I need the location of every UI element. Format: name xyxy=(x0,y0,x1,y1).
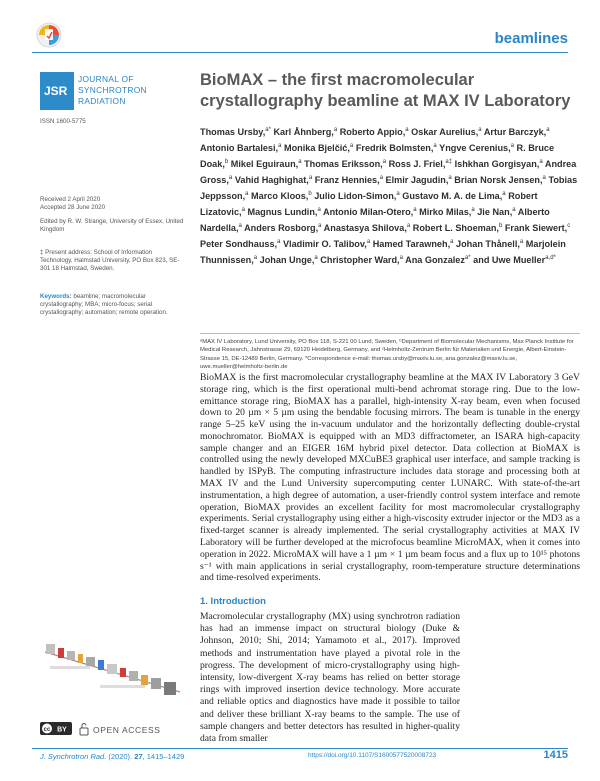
author-affiliation-marker: a* xyxy=(265,127,271,133)
author-affiliation-marker: a xyxy=(277,238,281,245)
author-affiliation-marker: a xyxy=(478,127,482,133)
author-affiliation-marker: a xyxy=(298,158,302,165)
author-name: Robert Lizatovic,$^a$ xyxy=(200,190,538,217)
author-name: Monika Bjelčić,$^a$ xyxy=(283,142,354,153)
author-name: Oskar Aurelius,$^a$ xyxy=(411,127,482,138)
author-name: Brian Norsk Jensen,$^a$ xyxy=(454,174,546,185)
author-name: Mirko Milas,$^a$ xyxy=(419,206,475,217)
author-name: Anastasya Shilova,$^a$ xyxy=(323,222,411,233)
author-affiliation-marker: a xyxy=(317,206,321,213)
author-affiliation-marker: b xyxy=(308,190,312,197)
author-name: Vahid Haghighat,$^a$ xyxy=(234,174,313,185)
author-affiliation-marker: a xyxy=(379,174,383,181)
author-name: Frank Siewert,$^c$ xyxy=(504,222,571,233)
author-name: R. Bruce Doak,$^b$ xyxy=(200,143,555,169)
author-name: Alberto Nardella,$^a$ xyxy=(200,206,550,233)
author-name: Magnus Lundin,$^a$ xyxy=(247,206,321,217)
author-affiliation-marker: a xyxy=(396,190,400,197)
keywords xyxy=(40,293,185,318)
author-name: Roberto Appio,$^a$ xyxy=(339,127,409,138)
article-title: BioMAX – the first macromolecular crystallography beamline at MAX IV Laboratory xyxy=(200,71,571,110)
journal-name-line: SYNCHROTRON xyxy=(78,85,147,95)
author-affiliation-marker: a xyxy=(448,174,452,181)
author-affiliation-marker: a xyxy=(228,174,233,181)
open-access-text: OPEN ACCESS xyxy=(93,725,161,735)
author-affiliation-marker: a xyxy=(241,206,245,213)
article-dates xyxy=(40,196,185,212)
author-name: Peter Sondhauss,$^a$ xyxy=(200,238,281,249)
cc-icon-text: cc xyxy=(43,727,51,733)
journal-logo[interactable] xyxy=(40,72,148,112)
footer-rule xyxy=(32,748,568,749)
header-rule xyxy=(32,52,568,53)
author-name: and Uwe Mueller$^{a,d*}$ xyxy=(473,254,556,265)
author-name: Thomas Ursby,$^{a*}$ xyxy=(200,127,271,138)
beamline-schematic-figure xyxy=(40,630,185,705)
author-name: Antonio Bartalesi,$^a$ xyxy=(200,142,282,153)
citation xyxy=(40,752,184,761)
author-name: Johan Unge,$^a$ xyxy=(259,254,318,265)
author-affiliation-marker: a xyxy=(539,158,543,165)
author-affiliation-marker: b xyxy=(224,158,229,165)
doi-link[interactable]: https://doi.org/10.1107/S1600577520008723 xyxy=(308,752,437,759)
author-name: Thomas Eriksson,$^a$ xyxy=(304,158,387,169)
affiliations: ᵃMAX IV Laboratory, Lund University, PO Box 118, S-221 00 Lund, Sweden, ᵇDepartment of Biomolecular Mechanisms, Max Planck Institute for Medical Research, Jahnstrasse 29, 69120 Heidelberg, Germany, and ᶜHelmholtz-Zentrum Berlin für Materialien und Energie, Albert-Einstein-Strasse 15, DE-12489 Berlin, Germany. *Correspondence e-mail: thomas.ursby@maxiv.lu.se, ana.gonzalez@maxiv.lu.se, uwe.mueller@helmholtz-berlin.de xyxy=(200,339,574,370)
author-name: Ana Gonzalez$^{a*}$ xyxy=(405,254,471,265)
author-affiliation-marker: a xyxy=(333,127,338,133)
author-name: Mikel Eguiraun,$^a$ xyxy=(230,158,302,169)
author-affiliation-marker: a xyxy=(512,206,516,213)
citation-volume: 27 xyxy=(134,752,143,761)
accepted-date: Accepted 28 June 2020 xyxy=(40,204,106,212)
author-affiliation-marker: a xyxy=(308,174,313,181)
journal-name-line: JOURNAL OF xyxy=(78,74,134,84)
author-name: Franz Hennies,$^a$ xyxy=(314,174,383,185)
author-name: Elmir Jagudin,$^a$ xyxy=(385,174,452,185)
license-graphic xyxy=(40,722,190,736)
author-affiliation-marker: a xyxy=(519,238,524,245)
citation-pages: , 1415–1429 xyxy=(142,752,185,761)
author-affiliation-marker: c xyxy=(567,222,571,229)
author-affiliation-marker: a xyxy=(405,127,409,133)
author-name: Ishkhan Gorgisyan,$^a$ xyxy=(454,158,543,169)
author-name: Andrea Gross,$^a$ xyxy=(200,158,577,185)
crossmark-icon[interactable] xyxy=(36,22,62,48)
author-affiliation-marker: a xyxy=(450,238,454,245)
author-affiliation-marker: a* xyxy=(464,254,471,261)
author-affiliation-marker: a xyxy=(238,222,242,229)
received-date: Received 2 April 2020 xyxy=(40,196,101,203)
author-name: Yngve Cerenius,$^a$ xyxy=(439,142,514,153)
author-affiliation-marker: a‡ xyxy=(445,158,453,165)
abstract: BioMAX is the first macromolecular crystallography beamline at the MAX IV Laboratory 3 GeV storage ring, which is the first operational multi-bend achromat storage ring. Due to the low-emittance storage ring, BioMAX has a parallel, high-intensity X-ray beam, even when focused down to 20 µm × 5 µm using the bendable focusing mirrors. The beam is tunable in the energy range 5–25 keV using the in-vacuum undulator and the horizontally deflecting double-crystal monochromator. BioMAX is equipped with an MD3 diffractometer, an ISARA high-capacity sample changer and an EIGER 16M hybrid pixel detector. Data collection at BioMAX is controlled using the newly developed MXCuBE3 graphical user interface, and sample tracking is handled by ISPyB. The computing infrastructure includes data storage and processing both at MAX IV and the Lund University supercomputing center LUNARC. With state-of-the-art instrumentation, a high degree of automation, a user-friendly control system interface and remote operation, BioMAX provides an excellent facility for most macromolecular crystallography experiments. Serial crystallography using either a high-viscosity extruder injector or the MD3 as a fixed-target scanner is already implemented. The serial crystallography activities at MAX IV Laboratory will be further developed at the microfocus beamline MicroMAX, when it comes into operation in 2022. MicroMAX will have a 1 µm × 1 µm beam focus and a flux up to 10¹⁵ photons s⁻¹ with main applications in serial crystallography, room-temperature structure determinations and time-resolved experiments. xyxy=(200,372,580,584)
author-name: Artur Barczyk,$^a$ xyxy=(483,127,550,138)
author-affiliation-marker: b xyxy=(498,222,503,229)
section-heading-introduction: 1. Introduction xyxy=(200,596,266,607)
author-name: Christopher Ward,$^a$ xyxy=(320,254,403,265)
author-affiliation-marker: a xyxy=(382,158,387,165)
journal-name xyxy=(78,74,156,107)
author-affiliation-marker: a xyxy=(406,222,411,229)
keywords-label: Keywords: xyxy=(40,293,72,300)
cc-by-text: BY xyxy=(57,726,67,734)
author-affiliation-marker: a xyxy=(546,127,550,133)
author-name: Marco Kloos,$^b$ xyxy=(251,190,312,201)
license-badges[interactable] xyxy=(40,722,190,736)
citation-journal: J. Synchrotron Rad. xyxy=(40,752,107,761)
author-affiliation-marker: a xyxy=(502,190,506,197)
author-affiliation-marker: a xyxy=(413,206,417,213)
author-affiliation-marker: a xyxy=(245,190,249,197)
keywords-list: beamline; macromolecular crystallography; MBA; micro-focus; serial crystallography; automation; remote operation. xyxy=(40,293,168,317)
author-affiliation-marker: a xyxy=(399,254,403,261)
author-name: Ross J. Friel,$^{a\ddagger}$ xyxy=(388,158,453,169)
journal-name-line: RADIATION xyxy=(78,96,126,106)
author-name: Gustavo M. A. de Lima,$^a$ xyxy=(402,190,506,201)
introduction-text: Macromolecular crystallography (MX) using synchrotron radiation has had an immense impact on structural biology (Duke & Johnson, 2010; Shi, 2014; Yamamoto et al., 2017). Improved methods and instrumentation have played a pivotal role in the progress. The development of micro-crystallography using high-intensity, low-divergent X-ray beams has relied on better storage rings with improved insertion device technology. More accurate and reliable optics and diagnostics have made it possible to tailor and deliver these brilliant X-ray beams to the sample. The use of sample changers and better detectors has resulted in higher-quality data from smaller xyxy=(200,611,460,745)
author-affiliation-marker: a xyxy=(471,206,475,213)
author-affiliation-marker: a,d* xyxy=(545,254,556,261)
author-affiliation-marker: a xyxy=(433,142,437,149)
author-affiliation-marker: a xyxy=(542,174,546,181)
author-affiliation-marker: a xyxy=(349,142,354,149)
open-access-lock-icon xyxy=(80,724,88,736)
section-label: beamlines xyxy=(494,30,568,47)
author-list xyxy=(200,124,580,268)
author-name: Vladimir O. Talibov,$^a$ xyxy=(282,238,371,249)
author-affiliation-marker: a xyxy=(510,142,514,149)
author-affiliation-marker: a xyxy=(314,254,318,261)
present-address: ‡ Present address: School of Information Technology, Halmstad University, PO Box 823, SE-301 18 Halmstad, Sweden. xyxy=(40,249,180,273)
author-affiliation-marker: a xyxy=(278,142,282,149)
author-name: Fredrik Bolmsten,$^a$ xyxy=(355,142,437,153)
edited-by: Edited by R. W. Strange, University of Essex, United Kingdom xyxy=(40,218,184,234)
author-name: Antonio Milan-Otero,$^a$ xyxy=(322,206,417,217)
author-name: Jie Nan,$^a$ xyxy=(477,206,516,217)
author-affiliation-marker: a xyxy=(366,238,371,245)
journal-logo-letters: JSR xyxy=(44,84,68,98)
author-name: Julio Lidon-Simon,$^a$ xyxy=(314,190,400,201)
author-affiliation-marker: a xyxy=(318,222,322,229)
author-name: Johan Thånell,$^a$ xyxy=(456,238,524,249)
author-name: Hamed Tarawneh,$^a$ xyxy=(372,238,454,249)
author-name: Karl Åhnberg,$^a$ xyxy=(273,127,338,138)
author-name: Marjolein Thunnissen,$^a$ xyxy=(200,238,566,265)
author-name: Tobias Jeppsson,$^a$ xyxy=(200,174,578,201)
citation-year: (2020). xyxy=(108,752,133,761)
author-name: Anders Rosborg,$^a$ xyxy=(244,222,322,233)
affiliation-rule xyxy=(200,333,580,334)
issn: ISSN 1600-5775 xyxy=(40,118,86,125)
page-number: 1415 xyxy=(543,749,568,761)
author-name: Robert L. Shoeman,$^b$ xyxy=(412,222,503,233)
journal-logo-mark xyxy=(40,72,74,110)
author-affiliation-marker: a xyxy=(253,254,258,261)
